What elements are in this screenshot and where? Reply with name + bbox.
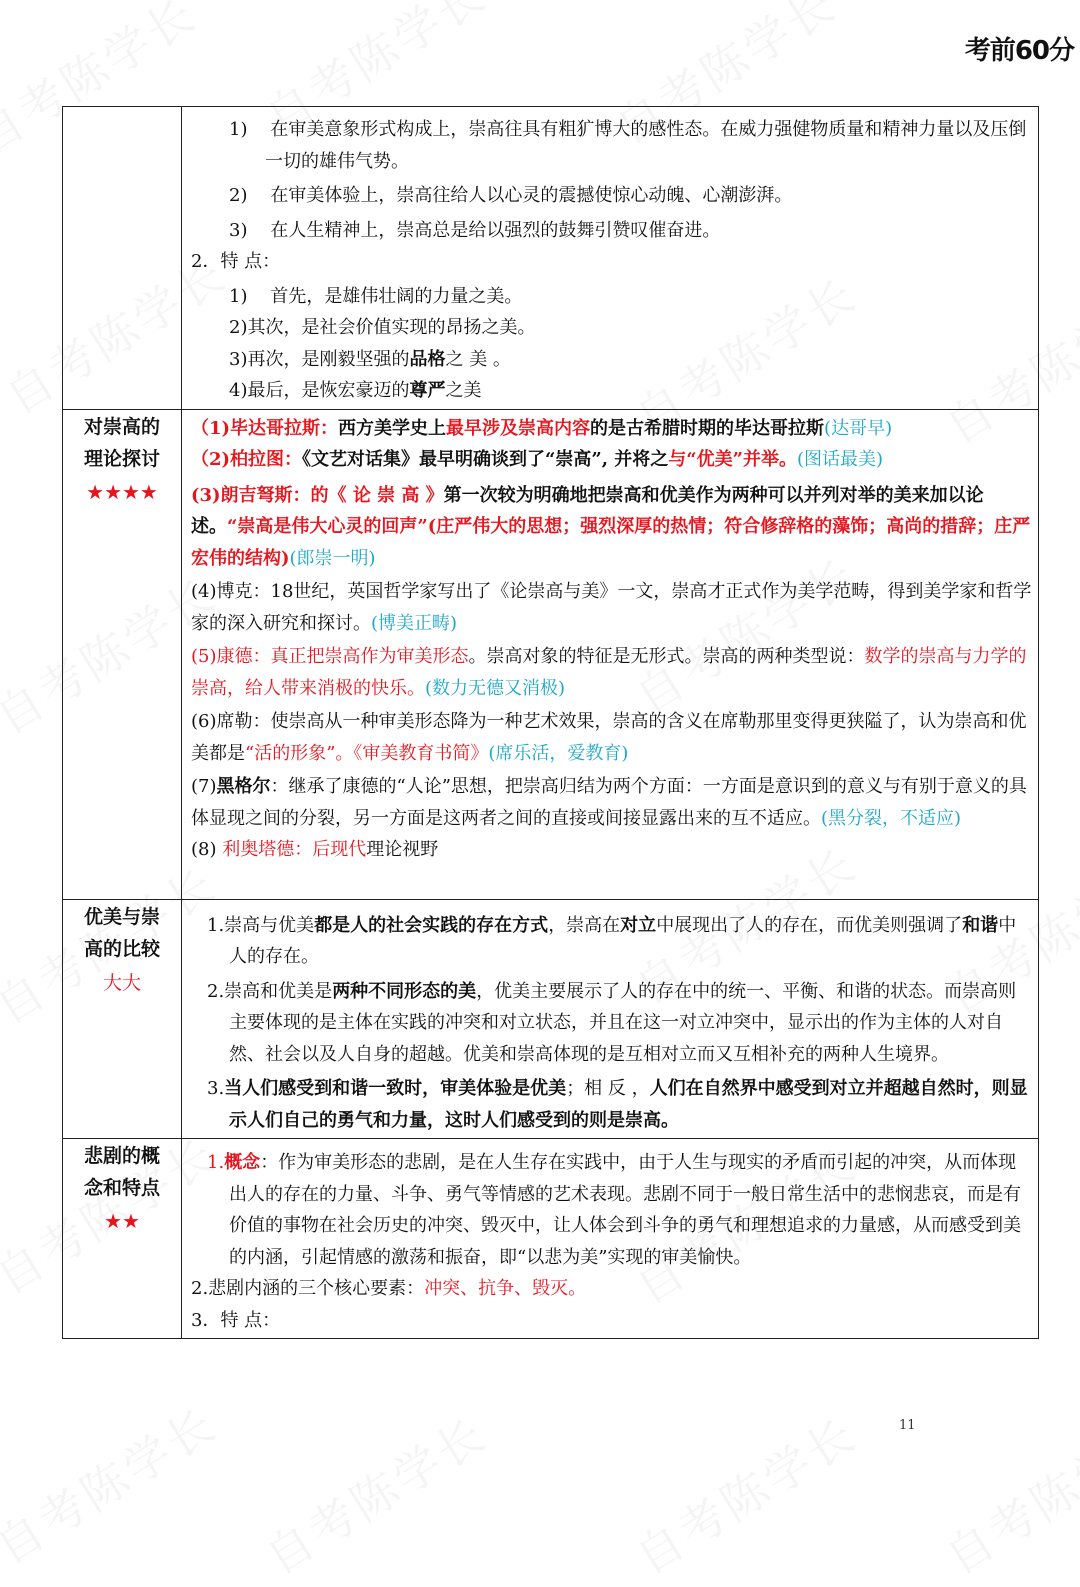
row-content-cell: [182, 1139, 1039, 1339]
page-number: 11: [899, 1418, 916, 1433]
row-title: 理论探讨: [83, 447, 160, 470]
theory-item: (7)黑格尔：继承了康德的“人论”思想，把崇高归结为两个方面：一方面是意识到的意义与有别于意义的具体显现之间的分裂，另一方面是这两者之间的直接或间接显露出来的互不适应。(黑分裂，不适应): [191, 776, 1027, 829]
list-item: 3)再次，是刚毅坚强的品格之 美 。: [229, 348, 511, 370]
watermark: [252, 1399, 499, 1587]
star-rating: ★★★★: [86, 479, 158, 504]
theory-item: (5)康德：真正把崇高作为审美形态。崇高对象的特征是无形式。崇高的两种类型说：数学的崇高与力学的崇高，给人带来消极的快乐。(数力无德又消极): [191, 646, 1027, 699]
theory-item: (3)朗吉弩斯：的《 论 崇 高 》第一次较为明确地把崇高和优美作为两种可以并列对举的美来加以论述。“崇高是伟大心灵的回声”(庄严伟大的思想；强烈深厚的热情；符合修辞格的藻饰；高尚的措辞；庄严宏伟的结构)(郎崇一明): [191, 484, 1031, 569]
table-row: [63, 409, 1039, 899]
row-label-cell: [63, 1139, 182, 1339]
table-row: [63, 899, 1039, 1139]
list-item: 3) 在人生精神上，崇高总是给以强烈的鼓舞引赞叹催奋进。: [229, 219, 721, 241]
list-item: 4)最后，是恢宏豪迈的尊严之美: [229, 380, 482, 401]
theory-item: (8) 利奥塔德：后现代理论视野: [191, 839, 439, 860]
compare-item: 3.当人们感受到和谐一致时，审美体验是优美；相 反 ，人们在自然界中感受到对立并超越自然时，则显示人们自己的勇气和力量，这时人们感受到的则是崇高。: [207, 1078, 1028, 1131]
table-row: [63, 107, 1039, 410]
star-rating: ★★: [104, 1209, 140, 1233]
row-label-cell: [63, 107, 182, 410]
list-item: 2)其次，是社会价值实现的昂扬之美。: [229, 317, 536, 338]
compare-item: 1.崇高与优美都是人的社会实践的存在方式，崇高在对立中展现出了人的存在，而优美则强调了和谐中人的存在。: [207, 914, 1017, 967]
compare-item: 2.崇高和优美是两种不同形态的美，优美主要展示了人的存在中的统一、平衡、和谐的状态。而崇高则主要体现的是主体在实践的冲突和对立状态，并且在这一对立冲突中，显示出的作为主体的人对自然、社会以及人自身的超越。优美和崇高体现的是互相对立而又互相补充的两种人生境界。: [207, 980, 1017, 1065]
theory-item: (6)席勒：使崇高从一种审美形态降为一种艺术效果，崇高的含义在席勒那里变得更狭隘了，认为崇高和优美都是“活的形象”。《审美教育书简》(席乐活，爱教育): [191, 711, 1027, 764]
tragedy-item: 2.悲剧内涵的三个核心要素：冲突、抗争、毁灭。: [191, 1278, 587, 1299]
theory-item: (4)博克：18世纪，英国哲学家写出了《论崇高与美》一文，崇高才正式作为美学范畴，得到美学家和哲学家的深入研究和探讨。(博美正畴): [191, 581, 1032, 634]
header-tag: 考前60分: [964, 36, 1074, 66]
row-label-cell: [63, 409, 182, 899]
row-title: 对崇高的: [83, 415, 160, 438]
importance-label: 大大: [102, 971, 141, 994]
list-item: 1) 在审美意象形式构成上，崇高往具有粗犷博大的感性态。在威力强健物质量和精神力量以及压倒一切的雄伟气势。: [229, 119, 1027, 172]
row-label-cell: [63, 899, 182, 1139]
row-title: 优美与崇: [83, 905, 160, 928]
watermark: [0, 1389, 228, 1577]
tragedy-item: 1.概念：作为审美形态的悲剧，是在人生存在实践中，由于人生与现实的矛盾而引起的冲突，从而体现出人的存在的力量、斗争、勇气等情感的艺术表现。悲剧不同于一般日常生活中的悲悯悲哀，而是有价值的事物在社会历史的冲突、毁灭中，让人体会到斗争的勇气和理想追求的力量感，从而感受到美的内涵，引起情感的激荡和振奋，即“以悲为美”实现的审美愉快。: [207, 1152, 1021, 1268]
row-title: 高的比较: [83, 937, 160, 960]
row-content-cell: [182, 409, 1039, 899]
watermark: [932, 1399, 1080, 1587]
row-title: 念和特点: [83, 1177, 160, 1199]
theory-item: （2)柏拉图：《文艺对话集》最早明确谈到了“崇高”, 并将之与“优美”并举。(图话最美): [191, 449, 884, 470]
row-content-cell: [182, 899, 1039, 1139]
list-item: 1) 首先，是雄伟壮阔的力量之美。: [229, 285, 523, 307]
row-content-cell: [182, 107, 1039, 410]
row-title: 悲剧的概: [83, 1145, 160, 1167]
watermark: [622, 1399, 869, 1587]
list-item: 2) 在审美体验上，崇高往给人以心灵的震撼使惊心动魄、心潮澎湃。: [229, 185, 793, 206]
section-heading: 3．特 点：: [191, 1309, 281, 1331]
section-heading: 2．特 点：: [191, 251, 281, 272]
table-row: [63, 1139, 1039, 1339]
theory-item: （1)毕达哥拉斯：西方美学史上最早涉及崇高内容的是古希腊时期的毕达哥拉斯(达哥早): [191, 417, 893, 439]
notes-table: [62, 106, 1039, 1339]
